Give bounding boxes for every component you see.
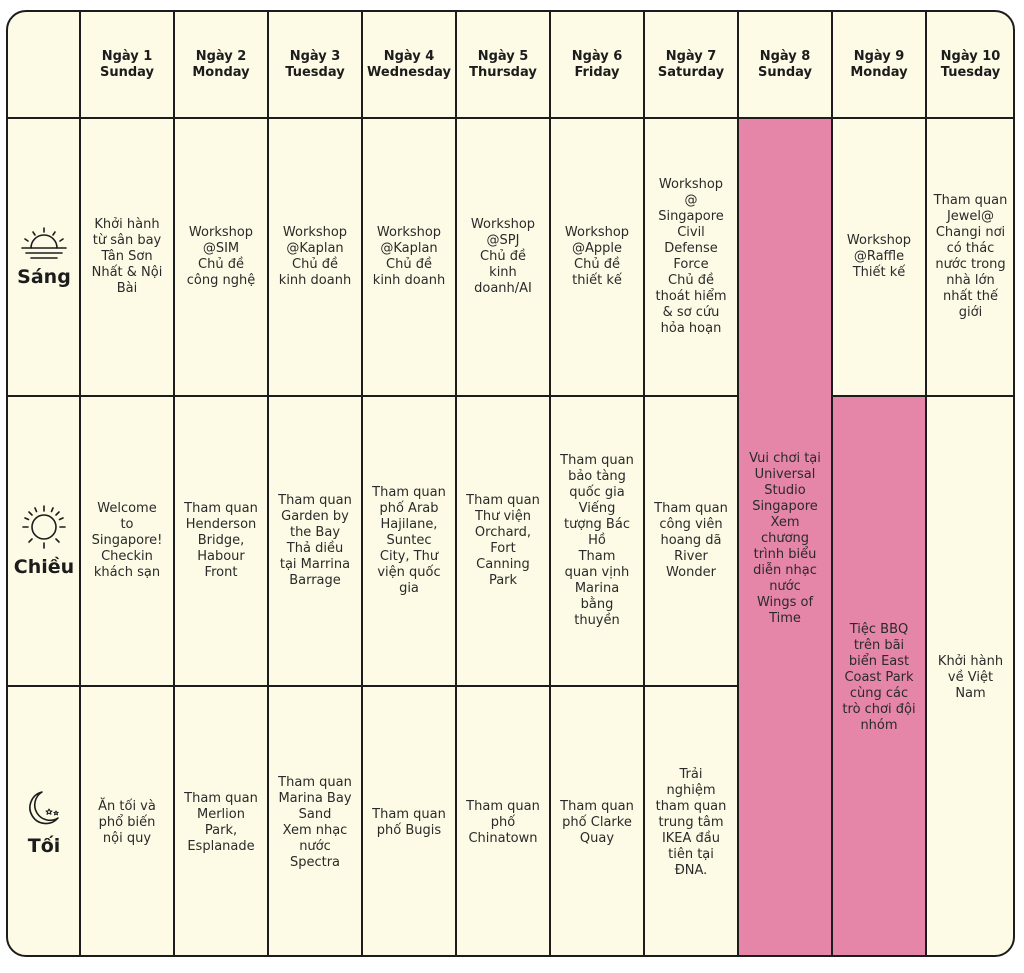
grid-line: [925, 12, 927, 955]
afternoon-day2: Tham quan Henderson Bridge, Habour Front: [184, 501, 258, 580]
day-header-4: Ngày 4 Wednesday: [367, 49, 451, 80]
row-label-morning-text: Sáng: [17, 266, 71, 288]
afternoon-day7: Tham quan công viên hoang dã River Wonder: [654, 501, 728, 580]
grid-line: [8, 395, 738, 397]
sun-icon: [21, 504, 67, 550]
day-header-1: Ngày 1 Sunday: [99, 49, 155, 80]
evening-day4: Tham quan phố Bugis: [372, 806, 446, 838]
row-label-afternoon-text: Chiều: [13, 556, 75, 578]
row-label-evening: [8, 686, 80, 957]
evening-day6: Tham quan phố Clarke Quay: [560, 798, 634, 846]
row-label-evening-text: Tối: [27, 834, 61, 857]
morning-day10: Tham quan Jewel@ Changi nơi có thác nước trong nhà lớn nhất thế giới: [933, 193, 1008, 320]
afternoon-day1: Welcome to Singapore! Checkin khách sạn: [91, 501, 163, 580]
sunrise-icon: [19, 226, 69, 260]
grid-line: [643, 12, 645, 955]
day8-activity: Vui chơi tại Universal Studio Singapore Xem chương trình biểu diễn nhạc nước Wings of Time: [738, 118, 832, 957]
evening-day2: Tham quan Merlion Park, Esplanade: [184, 790, 258, 854]
grid-line: [8, 117, 1013, 119]
day-header-7: Ngày 7 Saturday: [657, 49, 725, 80]
afternoon-day3: Tham quan Garden by the Bay Thả diều tại Marrina Barrage: [278, 493, 352, 588]
afternoon-day5: Tham quan Thư viện Orchard, Fort Canning Park: [466, 493, 540, 588]
day-header-2: Ngày 2 Monday: [192, 49, 250, 80]
morning-day1: Khởi hành từ sân bay Tân Sơn Nhất & Nội Bài: [91, 217, 163, 296]
grid-line: [79, 12, 81, 955]
day10-afternoon-activity: Khởi hành về Việt Nam: [937, 653, 1004, 701]
day-header-5: Ngày 5 Thursday: [469, 49, 537, 80]
morning-day2: Workshop @SIM Chủ đề công nghệ: [186, 225, 256, 288]
day-header-9: Ngày 9 Monday: [850, 49, 908, 80]
afternoon-day4: Tham quan phố Arab Hajilane, Suntec City, Thư viện quốc gia: [372, 485, 446, 596]
row-label-morning: [8, 118, 80, 396]
grid-line: [549, 12, 551, 955]
schedule-table: [6, 10, 1015, 957]
row-label-afternoon: [8, 396, 80, 686]
morning-day9: Workshop @Raffle Thiết kế: [846, 233, 912, 280]
grid-line: [8, 685, 738, 687]
evening-day1: Ăn tối và phổ biến nội quy: [98, 798, 156, 846]
morning-day7: Workshop @ Singapore Civil Defense Force Chủ đề thoát hiểm & sơ cứu hỏa hoạn: [655, 177, 727, 336]
morning-day5: Workshop @SPJ Chủ đề kinh doanh/AI: [470, 217, 536, 296]
grid-line: [832, 395, 1013, 397]
grid-line: [831, 12, 833, 955]
morning-day3: Workshop @Kaplan Chủ đề kinh doanh: [278, 225, 352, 288]
grid-line: [361, 12, 363, 955]
grid-line: [737, 12, 739, 955]
day9-afternoon-activity: Tiệc BBQ trên bãi biển East Coast Park cùng các trò chơi đội nhóm: [832, 396, 926, 957]
grid-line: [455, 12, 457, 955]
grid-line: [173, 12, 175, 955]
day-header-10: Ngày 10 Tuesday: [940, 49, 1001, 80]
grid-line: [267, 12, 269, 955]
day-header-3: Ngày 3 Tuesday: [285, 49, 345, 80]
day-header-6: Ngày 6 Friday: [571, 49, 623, 80]
morning-day6: Workshop @Apple Chủ đề thiết kế: [564, 225, 630, 288]
evening-day3: Tham quan Marina Bay Sand Xem nhạc nước Spectra: [278, 774, 352, 870]
day-header-8: Ngày 8 Sunday: [757, 49, 813, 80]
morning-day4: Workshop @Kaplan Chủ đề kinh doanh: [372, 225, 446, 288]
evening-day5: Tham quan phố Chinatown: [466, 798, 540, 846]
afternoon-day6: Tham quan bảo tàng quốc gia Viếng tượng Bác Hồ Tham quan vịnh Marina bằng thuyền: [560, 453, 634, 628]
moon-stars-icon: [24, 789, 64, 829]
evening-day7: Trải nghiệm tham quan trung tâm IKEA đầu tiên tại ĐNA.: [655, 766, 727, 878]
